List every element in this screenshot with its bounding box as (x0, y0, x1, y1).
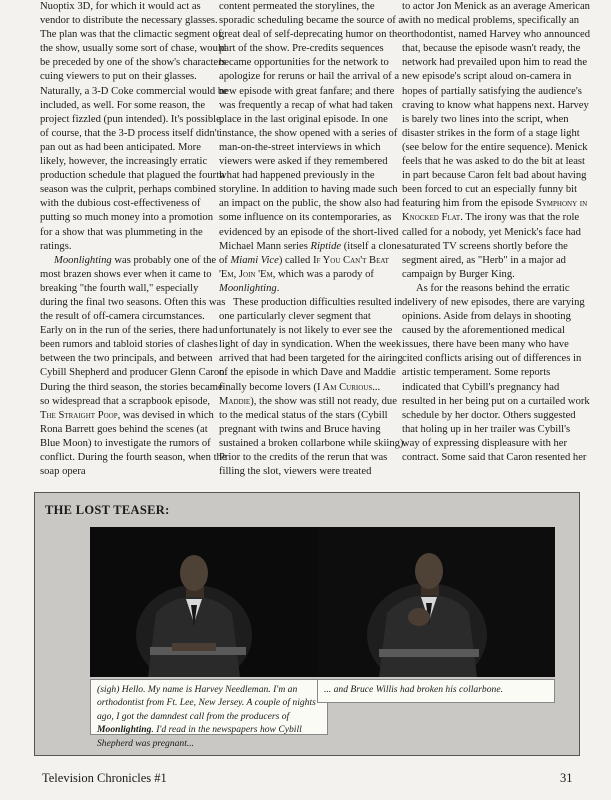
man-at-podium-photo (90, 527, 328, 677)
article-column-2 (219, 0, 407, 479)
publication-title: Television Chronicles #1 (42, 771, 167, 785)
teaser-photo-2 (317, 527, 555, 677)
paragraph: Nuoptix 3D, for which it would act as vendor to distribute the necessary glasses. The plan was that the climactic segment of the show, usually some sort of chase, would be preceded by one of the show's characters cuing viewers to put on their glasses. Naturally, a 3-D Coke commercial would be included, as well. For some reason, the project fizzled (pun intended). It's possible, of course, that the 3-D process itself didn't pan out as had been anticipated. More likely, however, the increasingly erratic production schedule that plagued the fourth season was the culprit, perhaps combined with the dubious cost-effectiveness of putting so much money into a promotion for a show that was plummeting in the ratings. (40, 1, 228, 252)
man-holding-collarbone-photo (317, 527, 555, 677)
paragraph: Moonlighting was probably one of the most brazen shows ever when it came to breaking "the fourth wall," especially during the final two seasons. Often this was the result of off-camera circumstances. Early on in the run of the series, there had been rumors and tabloid stories of clashes between the two principals, and between Cybill Shepherd and producer Glenn Caron. During the third season, the stories became so widespread that a scrapbook episode, The Straight Poop, was devised in which Rona Barrett goes behind the scenes (at Blue Moon) to investigate the rumors of conflict. During the fourth season, when the soap opera (40, 254, 228, 478)
show-title: Moonlighting (97, 724, 152, 736)
teaser-photo-1 (90, 527, 328, 677)
teaser-title: THE LOST TEASER: (45, 503, 170, 517)
lost-teaser-box (34, 492, 580, 756)
teaser-caption-1: (sigh) Hello. My name is Harvey Needleman. I'm an orthodontist from Ft. Lee, New Jersey. A couple of nights ago, I got the damndest call from the producers of Moonlighting. I'd read in the newspapers how Cybill Shepherd was pregnant... (90, 679, 328, 735)
show-title: Moonlighting (54, 254, 112, 266)
episode-title: The Straight Poop (40, 409, 118, 421)
paragraph: As for the reasons behind the erratic delivery of new episodes, there are varying opinions. Aside from delays in shooting caused by the aforementioned medical issues, there have been many who have cited conflicts arising out of differences in artistic temperament. Some reports indicated that Cybill's pregnancy had resulted in her being put on a curtailed work schedule by her doctor. Others suggested that holing up in her trailer was Cybill's way of expressing displeasure with her contract. Some said that Caron resented her (402, 282, 590, 463)
page-number: 31 (560, 771, 573, 785)
teaser-caption-2: ... and Bruce Willis had broken his collarbone. (317, 679, 555, 703)
paragraph: to actor Jon Menick as an average American with no medical problems, specifically an orthodontist, named Harvey who announced that, because the episode wasn't ready, the network had prevailed upon him to read the new episode's script aloud on-camera in hopes of partially satisfying the audience's craving to know what happens next. Harvey is barely two lines into the script, when disaster strikes in the form of a stage light (see below for the entire sequence). Menick feels that he was asked to do the bit at least in part because Caron felt bad about having been forced to cut an especially funny bit featuring him from the episode Symphony in Knocked Flat. The irony was that the role called for a nobody, yet Menick's face had saturated TV screens shortly before the segment aired, as "Herb" in a major ad campaign by Burger King. (402, 1, 590, 280)
article-column-3 (402, 0, 590, 465)
article-column-1 (40, 0, 228, 479)
paragraph: These production difficulties resulted in one particularly clever segment that unfortunately is not likely to ever see the light of day in syndication. When the week arrived that had been targeted for the airing of the episode in which Dave and Maddie finally become lovers (I Am Curious... Maddie), the show was still not ready, due to the medical status of the stars (Cybill pregnant with twins and Bruce having sustained a broken collarbone while skiing). Prior to the credits of the rerun that was filling the slot, viewers were treated (219, 296, 407, 478)
paragraph: content permeated the storylines, the sporadic scheduling became the source of a great deal of self-deprecating humor on the part of the show. Pre-credits sequences became opportunities for the network to apologize for reruns or hail the arrival of a new episode with great fanfare; and there was frequently a recap of what had taken place in the last original episode. In one instance, the show opened with a series of man-on-the-street interviews in which viewers were asked if they remembered what had happened previously in the storyline. In addition to having made such an impact on the public, the show also had some influence on its contemporaries, as evidenced by an episode of the short-lived Michael Mann series Riptide (itself a clone of Miami Vice) called If You Can't Beat 'Em, Join 'Em, which was a parody of Moonlighting. (219, 1, 404, 294)
